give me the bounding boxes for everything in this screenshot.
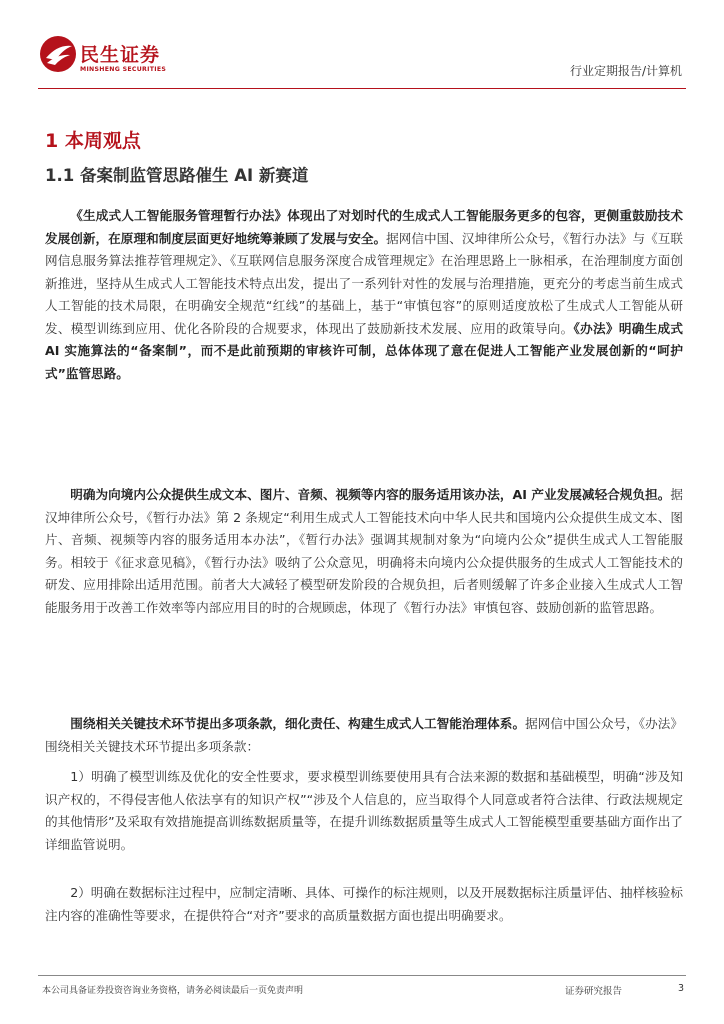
- footer-divider: [38, 975, 686, 976]
- paragraph-3-bold-lead: 围绕相关关键技术环节提出多项条款，细化责任、构建生成式人工智能治理体系。: [70, 716, 526, 731]
- footer-disclaimer: 本公司具备证券投资咨询业务资格，请务必阅读最后一页免责声明: [42, 986, 304, 996]
- paragraph-1: [45, 205, 683, 385]
- paragraph-3-body: 据网信中国公众号，《办法》围绕相关关键技术环节提出多项条款：: [45, 716, 684, 754]
- footer-report-type: 证券研究报告: [565, 986, 623, 997]
- logo-en-text: MINSHENG SECURITIES: [80, 66, 167, 73]
- minsheng-logo-icon: [38, 34, 78, 74]
- page-number: 3: [678, 983, 685, 994]
- paragraph-2-body: 据汉坤律所公众号，《暂行办法》第 2 条规定“利用生成式人工智能技术向中华人民共和国境内公众提供生成文本、图片、音频、视频等内容的服务适用本办法”，《暂行办法》强调其规制对象为“向境内公众”提供生成式人工智能服务。相较于《征求意见稿》，《暂行办法》吸纳了公众意见，明确将未向境内公众提供服务的生成式人工智能技术的研发、应用排除出适用范围。前者大大减轻了模型研发阶段的合规负担，后者则缓解了许多企业接入生成式人工智能服务用于改善工作效率等内部应用目的时的合规顾虑，体现了《暂行办法》审慎包容、鼓励创新的监管思路。: [45, 487, 683, 615]
- paragraph-2: [45, 484, 683, 619]
- paragraph-5-list-item: 2）明确在数据标注过程中，应制定清晰、具体、可操作的标注规则，以及开展数据标注质量评估、抽样核验标注内容的准确性等要求，在提供符合“对齐”要求的高质量数据方面也提出明确要求。: [45, 885, 683, 923]
- paragraph-1-bold-lead: 《生成式人工智能服务管理暂行办法》体现出了对划时代的生成式人工智能服务更多的包容，更侧重鼓励技术发展创新，在原理和制度层面更好地统筹兼顾了发展与安全。: [45, 208, 683, 246]
- paragraph-2-bold-lead: 明确为向境内公众提供生成文本、图片、音频、视频等内容的服务适用该办法，AI 产业发展减轻合规负担。: [70, 487, 671, 502]
- header-divider: [38, 88, 686, 89]
- section-heading: 1 本周观点: [45, 130, 141, 152]
- page-header: [0, 0, 724, 90]
- paragraph-1-body: 据网信中国、汉坤律所公众号，《暂行办法》与《互联网信息服务算法推荐管理规定》、《互联网信息服务深度合成管理规定》在治理思路上一脉相承，在治理制度方面创新推进，坚持从生成式人工智能技术特点出发，提出了一系列针对性的发展与治理措施，更充分的考虑当前生成式人工智能的技术局限，在明确安全规范“红线”的基础上，基于“审慎包容”的原则适度放松了生成式人工智能从研发、模型训练到应用、优化各阶段的合规要求，体现出了鼓励新技术发展、应用的政策导向。: [45, 230, 684, 336]
- report-type-label: 行业定期报告/计算机: [569, 64, 682, 78]
- paragraph-4-list-item: 1）明确了模型训练及优化的安全性要求，要求模型训练要使用具有合法来源的数据和基础模型，明确“涉及知识产权的，不得侵害他人依法享有的知识产权”“涉及个人信息的，应当取得个人同意或者符合法律、行政法规规定的其他情形”及采取有效措施提高训练数据质量等，在提升训练数据质量等生成式人工智能模型重要基础方面作出了详细监管说明。: [45, 769, 683, 852]
- subsection-heading: 1.1 备案制监管思路催生 AI 新赛道: [45, 166, 309, 185]
- logo-cn-text: 民生证券: [80, 44, 161, 66]
- paragraph-3: [45, 713, 683, 758]
- minsheng-logo: [38, 34, 188, 82]
- paragraph-1-bold-tail: 《办法》明确生成式 AI 实施算法的“备案制”，而不是此前预期的审核许可制，总体体现了意在促进人工智能产业发展创新的“呵护式”监管思路。: [45, 320, 684, 381]
